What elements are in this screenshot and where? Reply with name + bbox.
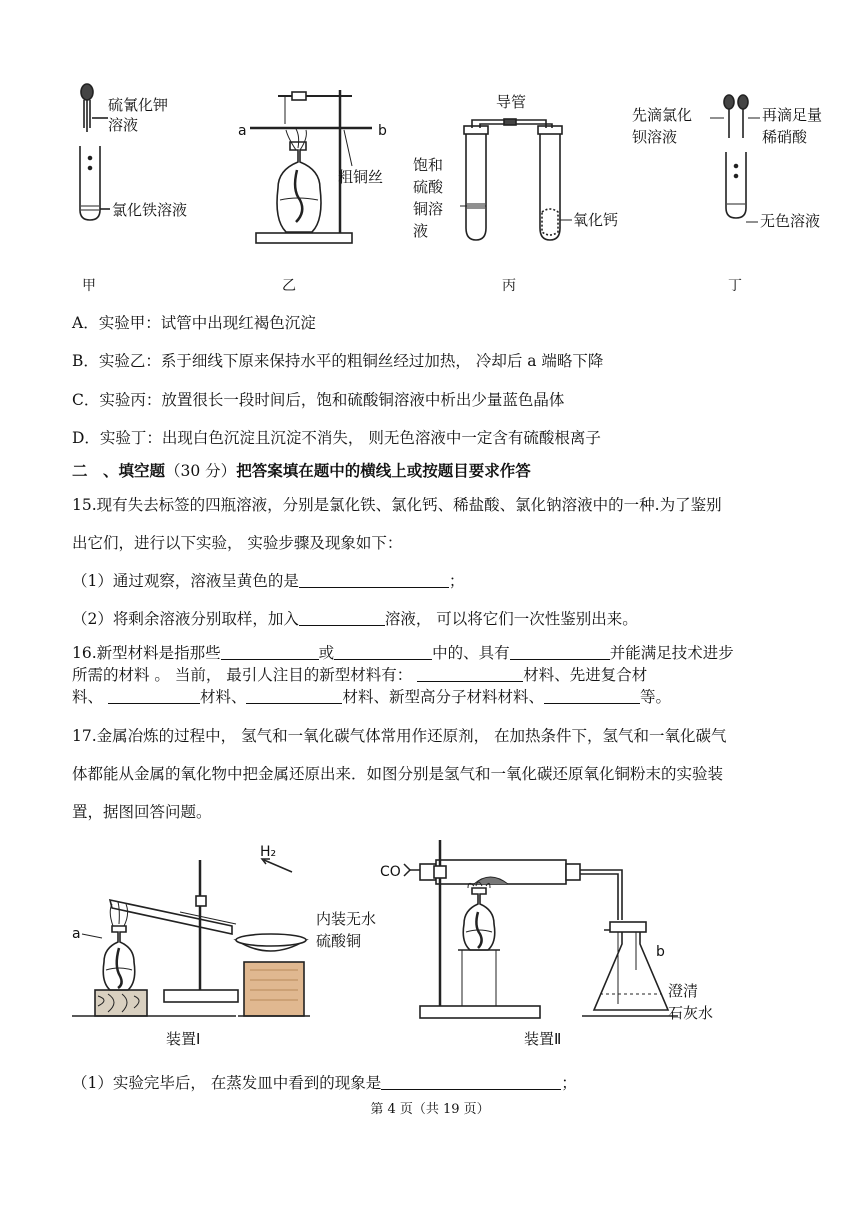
section-title: 填空题 (118, 461, 166, 480)
option-a: A．实验甲：试管中出现红褐色沉淀 (72, 314, 316, 332)
device2-gas-label: CO (380, 864, 401, 880)
ding-caption: 丁 (728, 278, 742, 294)
device-1 (72, 859, 310, 1016)
q16-text-10: 等。 (639, 688, 671, 706)
ding-label-1b: 钡溶液 (632, 128, 678, 146)
q16-text-7: 料、 (72, 688, 104, 706)
page-footer: 第 4 页（共 19 页） (370, 1102, 490, 1117)
q16-blank-1[interactable] (221, 643, 319, 660)
bing-right-label: 氧化钙 (573, 211, 619, 229)
q16-line-2 (72, 664, 647, 686)
q16-text-6: 材料、先进复合材 (523, 666, 648, 684)
q16-blank-5[interactable] (108, 687, 200, 704)
experiment-bing (460, 119, 572, 240)
q16-text-5: 所需的材料 。 当前， 最引人注目的新型材料有： (72, 666, 413, 684)
device2-flask-text-2: 石灰水 (668, 1004, 714, 1022)
experiment-yi (250, 90, 372, 243)
ding-label-2b: 稀硝酸 (762, 128, 808, 146)
q16-text-3: 中的、具有 (432, 644, 510, 662)
q17-part-1 (72, 1072, 577, 1094)
section-header (72, 460, 531, 482)
bing-left-label-2: 硫酸 (413, 178, 444, 196)
q16-text-1: 16.新型材料是指那些 (72, 644, 221, 662)
device1-gas-label: H₂ (260, 844, 277, 860)
bing-caption: 丙 (502, 278, 516, 294)
experiment-jia (80, 84, 110, 220)
q16-line-1 (72, 642, 734, 664)
yi-caption: 乙 (282, 278, 296, 294)
q17-stem-1: 17.金属冶炼的过程中， 氢气和一氧化碳气体常用作还原剂， 在加热条件下，氢气和一氧化碳气 (72, 727, 727, 745)
device1-caption: 装置Ⅰ (166, 1030, 201, 1048)
q17-p1-end: ； (561, 1074, 577, 1092)
q15-p1-prompt: （1）通过观察，溶液呈黄色的是 (72, 572, 299, 590)
device2-caption: 装置Ⅱ (524, 1030, 562, 1048)
q15-p2-answer-blank[interactable] (299, 609, 385, 626)
q16-text-9: 材料、新型高分子材料材料、 (342, 688, 544, 706)
q15-p2-end: 溶液， 可以将它们一次性鉴别出来。 (384, 610, 638, 628)
q15-p1-end: ； (448, 572, 465, 590)
q16-text-4: 并能满足技术进步 (609, 644, 734, 662)
bing-left-label-1: 饱和 (413, 156, 444, 174)
q15-stem-1: 15.现有失去标签的四瓶溶液，分别是氯化铁、氯化钙、稀盐酸、氯化钠溶液中的一种.为了鉴别 (72, 496, 722, 514)
experiment-ding (710, 95, 760, 222)
q16-blank-2[interactable] (334, 643, 432, 660)
device2-flask-label: b (656, 944, 665, 960)
device2-flask-text-1: 澄清 (668, 982, 699, 1000)
jia-dropper-label-2: 溶液 (108, 116, 139, 134)
option-b: B．实验乙：系于细线下原来保持水平的粗铜丝经过加热， 冷却后 a 端略下降 (72, 352, 604, 370)
device1-dish-label-2: 硫酸铜 (316, 932, 362, 950)
option-d: D．实验丁：出现白色沉淀且沉淀不消失， 则无色溶液中一定含有硫酸根离子 (72, 429, 601, 447)
q15-part-1 (72, 570, 464, 592)
q15-part-2 (72, 608, 638, 630)
section-score: （30 分） (165, 462, 237, 480)
q17-stem-3: 置，据图回答问题。 (72, 803, 212, 821)
q15-p2-prompt: （2）将剩余溶液分别取样，加入 (72, 610, 299, 628)
q17-p1-prompt: （1）实验完毕后， 在蒸发皿中看到的现象是 (72, 1074, 382, 1092)
section-number: 二 、 (72, 461, 119, 480)
q16-text-2: 或 (318, 644, 335, 662)
q16-line-3 (72, 686, 671, 708)
jia-dropper-label-1: 硫氰化钾 (108, 96, 169, 114)
yi-end-b: b (378, 123, 387, 139)
ding-label-2a: 再滴足量 (762, 106, 823, 124)
device1-dish-label-1: 内装无水 (316, 910, 377, 928)
q15-stem-2: 出它们，进行以下实验， 实验步骤及现象如下： (72, 534, 403, 552)
device-2 (404, 840, 678, 1018)
q16-blank-4[interactable] (417, 665, 523, 682)
q15-p1-answer-blank[interactable] (299, 571, 449, 588)
option-c: C．实验丙：放置很长一段时间后，饱和硫酸铜溶液中析出少量蓝色晶体 (72, 391, 565, 409)
q17-p1-answer-blank[interactable] (381, 1073, 561, 1090)
apparatus-figure-bottom (0, 830, 860, 1060)
ding-label-1a: 先滴氯化 (632, 106, 693, 124)
bing-tube-label: 导管 (496, 93, 527, 111)
bing-left-label-4: 液 (413, 222, 429, 240)
device1-lamp-label: a (72, 926, 81, 942)
q16-blank-7[interactable] (544, 687, 640, 704)
q17-stem-2: 体都能从金属的氧化物中把金属还原出来．如图分别是氢气和一氧化碳还原氧化铜粉末的实验装 (72, 765, 724, 783)
bing-left-label-3: 铜溶 (413, 200, 444, 218)
experiment-figure-top (0, 0, 860, 300)
yi-end-a: a (238, 123, 247, 139)
q16-text-8: 材料、 (199, 688, 247, 706)
jia-caption: 甲 (82, 278, 96, 294)
yi-wire-label: 粗铜丝 (338, 168, 384, 186)
q16-blank-3[interactable] (510, 643, 610, 660)
ding-tube-label: 无色溶液 (760, 212, 821, 230)
q16-blank-6[interactable] (246, 687, 342, 704)
section-instruction: 把答案填在题中的横线上或按题目要求作答 (236, 461, 531, 480)
jia-tube-label: 氯化铁溶液 (112, 201, 188, 219)
